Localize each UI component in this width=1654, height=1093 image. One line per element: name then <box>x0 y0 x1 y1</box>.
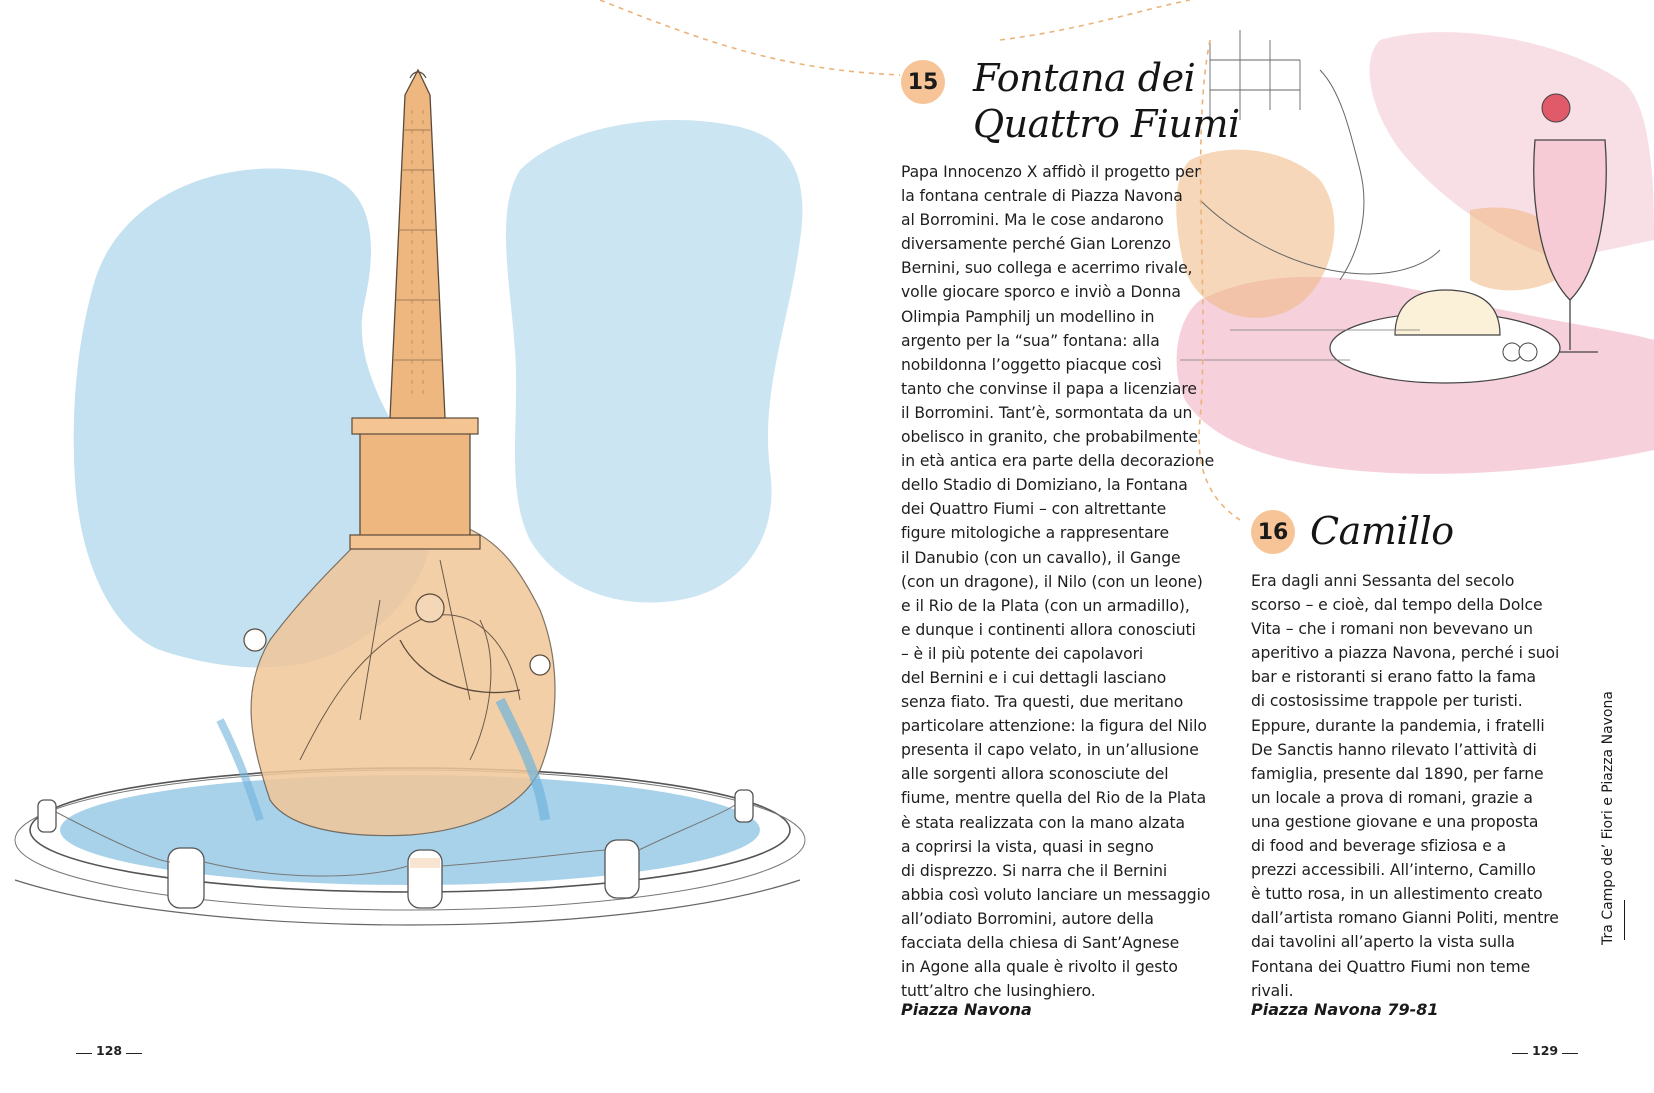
entry-16-line: scorso – e cioè, dal tempo della Dolce <box>1251 596 1543 615</box>
entry-16-line: è tutto rosa, in un allestimento creato <box>1251 885 1543 904</box>
obelisk <box>390 70 445 418</box>
entry-15-line: alle sorgenti allora sconosciute del <box>901 765 1169 784</box>
entry-16-line: aperitivo a piazza Navona, perché i suoi <box>1251 644 1560 663</box>
page-number-right <box>1512 1043 1578 1058</box>
entry-15-line: tanto che convinse il papa a licenziare <box>901 379 1197 398</box>
entry-15-line: nobildonna l’oggetto piacque così <box>901 355 1162 374</box>
entry-15-line: al Borromini. Ma le cose andarono <box>901 211 1164 230</box>
watercolor-wash-right <box>506 120 802 602</box>
running-head-rule <box>1624 900 1625 940</box>
entry-15-line: all’odiato Borromini, autore della <box>901 909 1154 928</box>
entry-15-line: volle giocare sporco e inviò a Donna <box>901 283 1181 302</box>
entry-15-line: presenta il capo velato, in un’allusione <box>901 741 1199 760</box>
entry-15-line: a coprirsi la vista, quasi in segno <box>901 837 1154 856</box>
entry-15-line: (con un dragone), il Nilo (con un leone) <box>901 572 1203 591</box>
entry-15-line: – è il più potente dei capolavori <box>901 644 1144 663</box>
entry-15-line: in Agone alla quale è rivolto il gesto <box>901 958 1178 977</box>
statue-head <box>416 594 444 622</box>
running-head: Tra Campo de’ Fiori e Piazza Navona <box>1600 691 1616 945</box>
entry-15-title <box>973 55 1240 147</box>
entry-16-line: Fontana dei Quattro Fiumi non teme <box>1251 957 1531 976</box>
entry-15-number-badge <box>901 60 945 104</box>
folio-rule <box>1512 1053 1528 1054</box>
entry-15-line: il Danubio (con un cavallo), il Gange <box>901 548 1181 567</box>
entry-16-line: una gestione giovane e una proposta <box>1251 812 1539 831</box>
entry-15-line: di disprezzo. Si narra che il Bernini <box>901 861 1168 880</box>
entry-15-line: tutt’altro che lusinghiero. <box>901 982 1096 1001</box>
entry-15-line: il Borromini. Tant’è, sormontata da un <box>901 403 1193 422</box>
entry-16-line: Vita – che i romani non bevevano un <box>1251 620 1533 639</box>
folio-rule <box>126 1053 142 1054</box>
entry-16-line: De Sanctis hanno rilevato l’attività di <box>1251 740 1537 759</box>
entry-16-line: di food and beverage sfiziosa e a <box>1251 837 1507 856</box>
entry-15-title-line2: Quattro Fiumi <box>973 102 1240 146</box>
entry-15-line: facciata della chiesa di Sant’Agnese <box>901 934 1180 952</box>
entry-16-line: bar e ristoranti si erano fatto la fama <box>1251 668 1537 687</box>
entry-15-line: del Bernini e i cui dettagli lasciano <box>901 668 1167 687</box>
page-number-left <box>76 1043 142 1058</box>
entry-16-number: 16 <box>1257 519 1289 545</box>
entry-15-line: fiume, mentre quella del Rio de la Plata <box>901 789 1207 808</box>
entry-15-line: dei Quattro Fiumi – con altrettante <box>901 500 1167 519</box>
entry-15-line: senza fiato. Tra questi, due meritano <box>901 693 1184 712</box>
entry-16-line: famiglia, presente dal 1890, per farne <box>1251 764 1544 783</box>
entry-16-line: dall’artista romano Gianni Politi, mentre <box>1251 909 1559 928</box>
folio-rule <box>76 1053 92 1054</box>
entry-15-line: dello Stadio di Domiziano, la Fontana <box>901 476 1188 495</box>
entry-16-title-text: Camillo <box>1310 509 1454 553</box>
entry-16-title <box>1310 508 1454 554</box>
entry-15-line: è stata realizzata con la mano alzata <box>901 813 1185 832</box>
page-number-right-text: 129 <box>1532 1043 1559 1058</box>
entry-16-line: dai tavolini all’aperto la vista sulla <box>1251 933 1515 952</box>
entry-15-body <box>901 160 1214 1003</box>
entry-16-line: di costosissime trappole per turisti. <box>1251 692 1523 711</box>
entry-15-address: Piazza Navona <box>901 1000 1032 1019</box>
entry-15-title-line1: Fontana dei <box>973 56 1196 100</box>
strawberry-icon <box>1542 94 1570 122</box>
entry-15-line: Papa Innocenzo X affidò il progetto per <box>901 163 1201 181</box>
page-number-left-text: 128 <box>96 1043 123 1058</box>
entry-15-line: Bernini, suo collega e acerrimo rivale, <box>901 259 1193 278</box>
entry-16-address: Piazza Navona 79-81 <box>1251 1000 1439 1019</box>
entry-15-line: Olimpia Pamphilj un modellino in <box>901 307 1155 326</box>
entry-15-line: la fontana centrale di Piazza Navona <box>901 187 1183 206</box>
folio-rule <box>1562 1053 1578 1054</box>
entry-15-line: e dunque i continenti allora conosciuti <box>901 620 1196 639</box>
entry-16-number-badge <box>1251 510 1295 554</box>
entry-15-line: argento per la “sua” fontana: alla <box>901 331 1160 350</box>
entry-15-line: abbia così voluto lanciare un messaggio <box>901 885 1211 904</box>
entry-16-line: un locale a prova di romani, grazie a <box>1251 788 1533 807</box>
entry-16-line: prezzi accessibili. All’interno, Camillo <box>1251 861 1536 880</box>
entry-15-line: figure mitologiche a rappresentare <box>901 524 1169 543</box>
entry-15-number: 15 <box>907 69 939 95</box>
obelisk-pedestal <box>360 430 470 540</box>
entry-15-line: diversamente perché Gian Lorenzo <box>901 235 1171 254</box>
entry-15-line: in età antica era parte della decorazione <box>901 452 1215 471</box>
entry-16-body <box>1251 569 1559 1003</box>
entry-16-line: rivali. <box>1251 981 1294 1000</box>
entry-15-line: particolare attenzione: la figura del Nilo <box>901 717 1207 736</box>
entry-15-line: e il Rio de la Plata (con un armadillo), <box>901 596 1190 615</box>
entry-15-line: obelisco in granito, che probabilmente <box>901 428 1198 447</box>
entry-16-line: Era dagli anni Sessanta del secolo <box>1251 572 1515 590</box>
entry-16-line: Eppure, durante la pandemia, i fratelli <box>1251 716 1545 735</box>
